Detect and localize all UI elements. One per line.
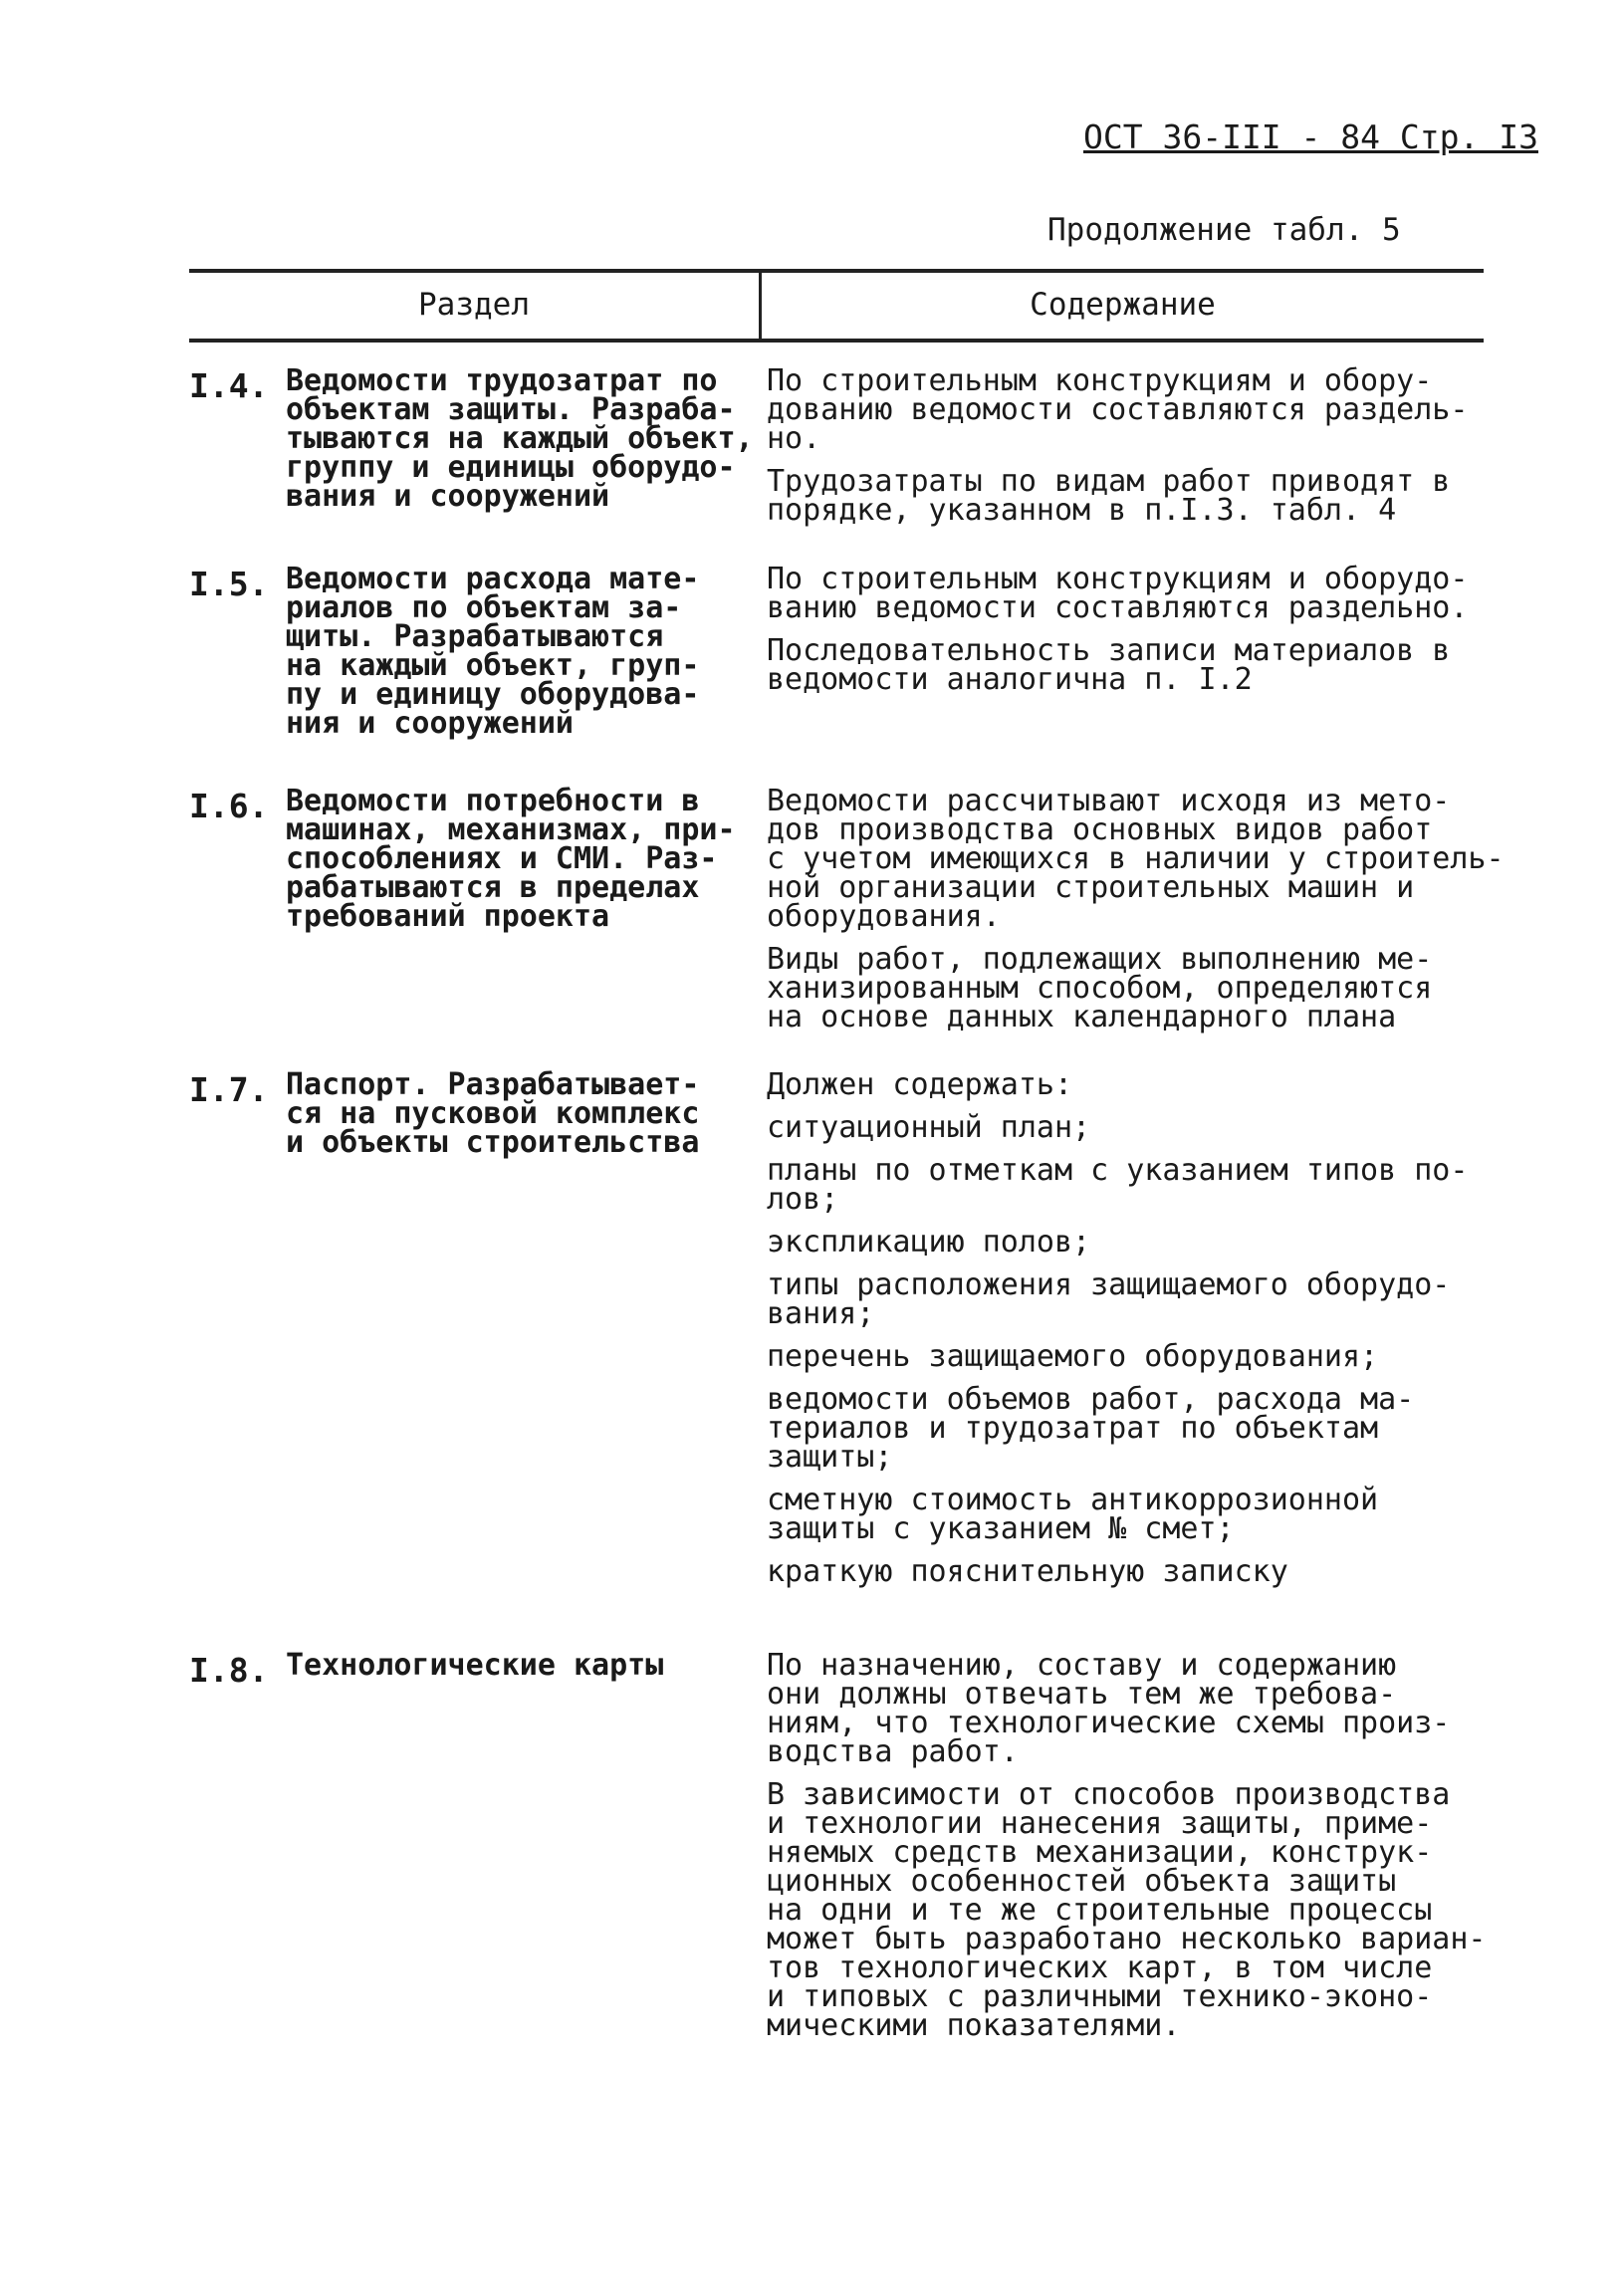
content-paragraph: По строительным конструкциям и обору- дованию ведомости составляются раздель- но. [767,363,1469,456]
content-paragraph: По строительным конструкциям и оборудо- ванию ведомости составляются раздельно. [767,562,1469,625]
row-content [767,784,1523,1045]
row-number: I.6. [189,787,269,825]
content-paragraph: сметную стоимость антикоррозионной защиты с указанием № смет; [767,1483,1379,1546]
row-section: Паспорт. Разрабатывает- ся на пусковой комплекс и объекты строительства [286,1067,700,1160]
column-header-section: Раздел [418,287,530,323]
content-paragraph: Последовательность записи материалов в ведомости аналогична п. I.2 [767,633,1451,697]
page-header: ОСТ 36-III - 84 Стр. I3 [1083,117,1538,156]
row-content [767,363,1523,539]
content-paragraph: краткую пояснительную записку [767,1554,1288,1589]
row-content [767,1067,1523,1600]
table-top-rule [189,269,1484,273]
content-paragraph: ситуационный план; [767,1110,1091,1145]
content-paragraph: перечень защищаемого оборудования; [767,1339,1379,1374]
row-number: I.4. [189,366,269,405]
content-paragraph: Ведомости рассчитывают исходя из мето- дов производства основных видов работ с учетом имеющихся в наличии у строитель- ной организации строительных машин и оборудования. [767,784,1505,934]
row-section: Ведомости расхода мате- риалов по объектам за- щиты. Разрабатываются на каждый объект, груп- пу и единицу оборудова- ния и сооружений [286,562,700,741]
table-header-rule [189,339,1484,343]
content-paragraph: экспликацию полов; [767,1225,1091,1260]
content-paragraph: планы по отметкам с указанием типов по- лов; [767,1153,1469,1217]
row-content [767,1648,1523,2054]
content-paragraph: Трудозатраты по видам работ приводят в порядке, указанном в п.I.3. табл. 4 [767,464,1451,528]
row-section: Ведомости потребности в машинах, механизмах, при- способлениях и СМИ. Раз- рабатываются в пределах требований проекта [286,784,736,934]
content-paragraph: В зависимости от способов производства и технологии нанесения защиты, приме- няемых средств механизации, конструк- ционных особенностей объекта защиты на одни и те же строительные процессы может быть разработано несколько вариан- тов технологических карт, в том числе и типовых с различными технико-эконо- мическими показателями. [767,1777,1487,2043]
row-number: I.8. [189,1651,269,1690]
content-paragraph: Виды работ, подлежащих выполнению ме- ханизированным способом, определяются на основе данных календарного плана [767,942,1433,1034]
table-caption: Продолжение табл. 5 [1047,212,1401,248]
content-paragraph: ведомости объемов работ, расхода ма- териалов и трудозатрат по объектам защиты; [767,1382,1415,1475]
content-paragraph: По назначению, составу и содержанию они должны отвечать тем же требова- ниям, что технологические схемы произ- водства работ. [767,1648,1451,1769]
row-section: Технологические карты [286,1648,664,1683]
row-number: I.7. [189,1070,269,1109]
row-content [767,562,1523,708]
column-header-content: Содержание [1030,287,1216,323]
content-paragraph: Должен содержать: [767,1067,1073,1102]
content-paragraph: типы расположения защищаемого оборудо- вания; [767,1267,1451,1331]
row-section: Ведомости трудозатрат по объектам защиты. Разраба- тываются на каждый объект, группу и единицы оборудо- вания и сооружений [286,363,754,514]
row-number: I.5. [189,565,269,603]
